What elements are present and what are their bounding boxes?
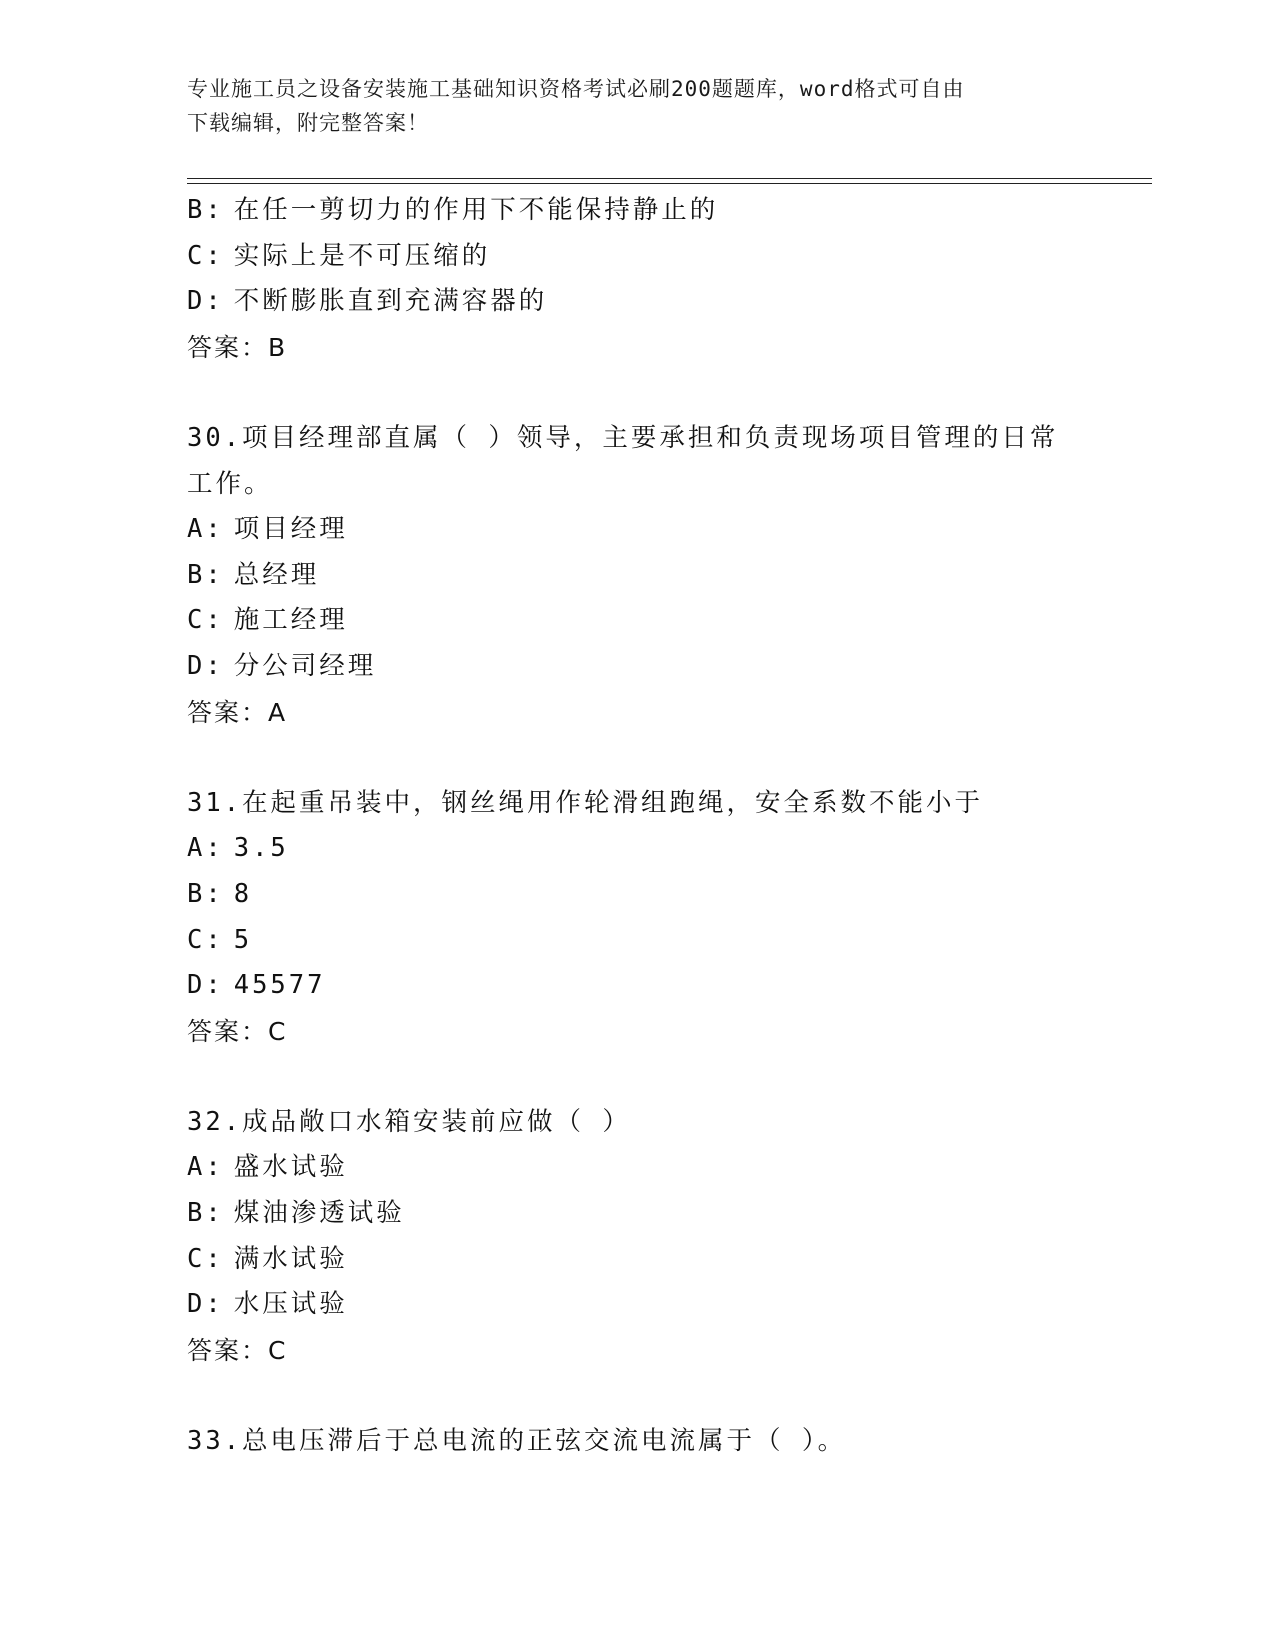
option-label: B: <box>187 195 224 225</box>
option-text: 施工经理 <box>233 605 348 636</box>
option-label: A: <box>187 833 224 864</box>
option-label: B: <box>187 559 224 590</box>
option-label: C: <box>187 924 224 955</box>
question-29-tail <box>187 188 1087 370</box>
option-c <box>187 598 1087 644</box>
option-b <box>187 872 1087 918</box>
option-label: B: <box>187 1198 224 1229</box>
spacer <box>187 370 1087 416</box>
answer-line: 答案：A <box>187 697 288 727</box>
option-a <box>187 507 1087 553</box>
question-32 <box>187 1100 1087 1374</box>
question-30 <box>187 416 1087 735</box>
option-c <box>187 918 1087 964</box>
option-text: 项目经理 <box>233 514 348 545</box>
option-label: C: <box>187 605 224 636</box>
option-label: D: <box>187 286 224 317</box>
spacer <box>187 1373 1087 1419</box>
option-d <box>187 1282 1087 1328</box>
header-rule-bottom <box>187 183 1152 184</box>
option-text: 不断膨胀直到充满容器的 <box>233 286 548 317</box>
option-b <box>187 188 1087 234</box>
option-label: C: <box>187 1243 224 1274</box>
option-a <box>187 1145 1087 1191</box>
question-stem: 31.在起重吊装中，钢丝绳用作轮滑组跑绳，安全系数不能小于 <box>187 787 984 818</box>
option-text: 水压试验 <box>233 1289 348 1320</box>
question-stem: 30.项目经理部直属（ ）领导，主要承担和负责现场项目管理的日常 <box>187 422 1059 453</box>
option-text: 在任一剪切力的作用下不能保持静止的 <box>233 195 719 225</box>
option-a <box>187 826 1087 872</box>
option-label: A: <box>187 1152 224 1183</box>
option-text: 总经理 <box>233 559 320 590</box>
option-text: 8 <box>233 878 253 909</box>
option-text: 分公司经理 <box>233 650 377 681</box>
option-b <box>187 1191 1087 1237</box>
spacer <box>187 1054 1087 1100</box>
option-text: 3.5 <box>233 833 289 864</box>
option-label: D: <box>187 1289 224 1320</box>
answer-line: 答案：C <box>187 1016 288 1046</box>
option-d <box>187 963 1087 1009</box>
document-header <box>187 72 1067 140</box>
option-c <box>187 234 1087 280</box>
option-text: 45577 <box>233 970 326 1001</box>
question-33 <box>187 1419 1087 1465</box>
option-label: D: <box>187 970 224 1001</box>
spacer <box>187 735 1087 781</box>
question-list <box>187 188 1087 1465</box>
option-text: 煤油渗透试验 <box>233 1198 405 1229</box>
option-b <box>187 553 1087 599</box>
header-line-1: 专业施工员之设备安装施工基础知识资格考试必刷200题题库，word格式可自由 <box>187 77 965 101</box>
header-line-2: 下载编辑，附完整答案！ <box>187 111 429 135</box>
option-label: B: <box>187 878 224 909</box>
question-31 <box>187 781 1087 1055</box>
option-d <box>187 279 1087 325</box>
header-rule-top <box>187 178 1152 179</box>
answer-line: 答案：C <box>187 1335 288 1365</box>
option-text: 盛水试验 <box>233 1152 348 1183</box>
question-stem: 32.成品敞口水箱安装前应做（ ） <box>187 1106 631 1137</box>
option-text: 满水试验 <box>233 1243 348 1274</box>
option-d <box>187 644 1087 690</box>
answer-line: 答案：B <box>187 332 288 362</box>
question-stem: 33.总电压滞后于总电流的正弦交流电流属于（ ）。 <box>187 1426 847 1457</box>
option-label: D: <box>187 650 224 681</box>
option-label: C: <box>187 240 224 271</box>
option-text: 5 <box>233 924 253 955</box>
option-text: 实际上是不可压缩的 <box>233 240 491 271</box>
option-label: A: <box>187 514 224 545</box>
option-c <box>187 1237 1087 1283</box>
question-stem-continued: 工作。 <box>187 468 273 499</box>
